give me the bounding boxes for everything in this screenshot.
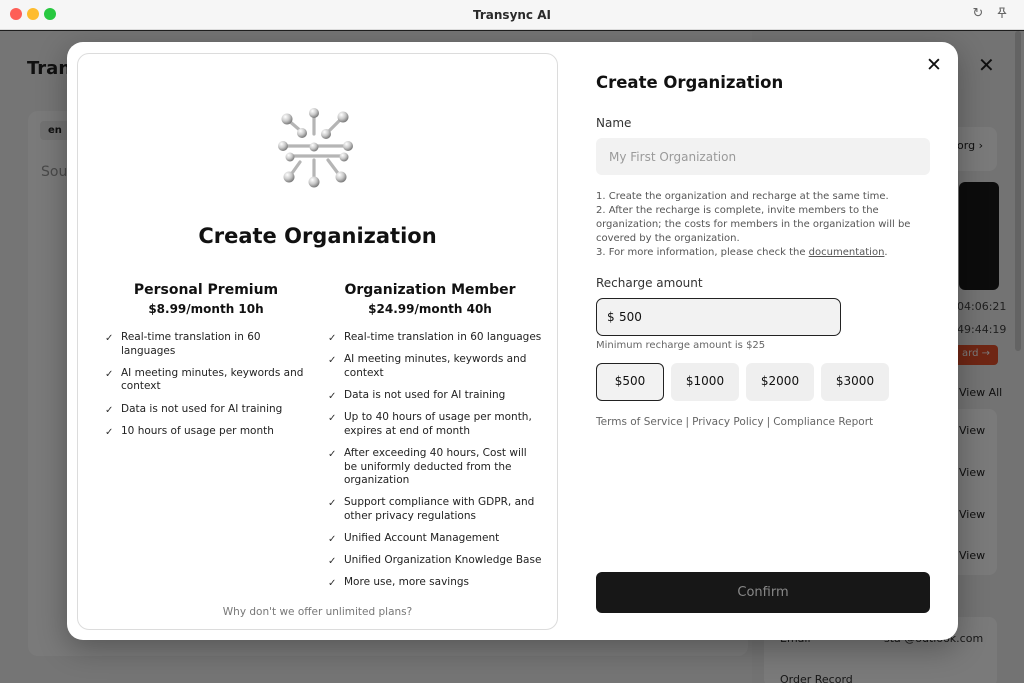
recharge-label: Recharge amount bbox=[596, 276, 703, 290]
note-1: 1. Create the organization and recharge at the same time. bbox=[596, 191, 889, 202]
feature-item: ✓ Support compliance with GDPR, and other privacy regulations bbox=[328, 496, 535, 522]
feature-item: ✓ Real-time translation in 60 languages bbox=[328, 331, 542, 344]
minimum-recharge-note: Minimum recharge amount is $25 bbox=[596, 340, 766, 351]
note-3: 3. For more information, please check the documentation. bbox=[596, 247, 888, 258]
personal-feature-list bbox=[105, 331, 315, 447]
personal-plan-price: $8.99/month 10h bbox=[148, 302, 264, 316]
feature-item: ✓ 10 hours of usage per month bbox=[105, 424, 274, 438]
privacy-policy-link[interactable]: Privacy Policy bbox=[692, 416, 764, 428]
organization-notes bbox=[596, 190, 916, 260]
check-icon: ✓ bbox=[328, 413, 337, 425]
legal-links: Terms of Service | Privacy Policy | Compliance Report bbox=[596, 416, 874, 428]
check-icon: ✓ bbox=[105, 333, 114, 344]
check-icon: ✓ bbox=[328, 556, 337, 568]
amount-1000-button[interactable]: $1000 bbox=[671, 363, 739, 401]
organization-feature-list bbox=[328, 331, 543, 599]
check-icon: ✓ bbox=[328, 534, 337, 546]
plan-comparison-panel bbox=[77, 53, 558, 630]
window-titlebar bbox=[0, 0, 1024, 30]
molecule-logo-icon bbox=[274, 104, 362, 194]
check-icon: ✓ bbox=[328, 390, 337, 402]
create-organization-modal bbox=[67, 42, 958, 640]
feature-item: ✓ Real-time translation in 60 languages bbox=[105, 331, 261, 357]
pin-icon[interactable] bbox=[995, 7, 1009, 21]
feature-item: ✓ Unified Account Management bbox=[328, 532, 500, 546]
recharge-amount-field[interactable] bbox=[596, 298, 841, 336]
plans-title: Create Organization bbox=[198, 224, 437, 248]
unlimited-plans-link[interactable]: Why don't we offer unlimited plans? bbox=[222, 606, 413, 618]
check-icon: ✓ bbox=[328, 578, 337, 590]
feature-item: ✓ After exceeding 40 hours, Cost will be uniformly deducted from the organization bbox=[328, 446, 527, 487]
compliance-report-link[interactable]: Compliance Report bbox=[773, 416, 874, 428]
check-icon: ✓ bbox=[328, 333, 337, 344]
check-icon: ✓ bbox=[328, 355, 337, 367]
refresh-icon[interactable]: ↻ bbox=[972, 6, 984, 21]
close-icon[interactable]: ✕ bbox=[926, 54, 942, 76]
organization-plan-price: $24.99/month 40h bbox=[368, 302, 492, 316]
amount-500-button[interactable]: $500 bbox=[596, 363, 664, 401]
personal-plan-name: Personal Premium bbox=[133, 282, 279, 298]
recharge-amount-input[interactable] bbox=[619, 305, 829, 329]
feature-item: ✓ Data is not used for AI training bbox=[328, 388, 506, 402]
amount-2000-button[interactable]: $2000 bbox=[746, 363, 814, 401]
feature-item: ✓ AI meeting minutes, keywords and context bbox=[105, 366, 304, 393]
check-icon: ✓ bbox=[328, 448, 337, 460]
check-icon: ✓ bbox=[105, 368, 114, 380]
feature-item: ✓ Data is not used for AI training bbox=[105, 402, 283, 416]
feature-item: ✓ Unified Organization Knowledge Base bbox=[328, 554, 542, 568]
amount-3000-button[interactable]: $3000 bbox=[821, 363, 889, 401]
confirm-button[interactable]: Confirm bbox=[596, 572, 930, 613]
note-2: 2. After the recharge is complete, invite members to the organization; the costs for members in the organization will be covered by the organization. bbox=[596, 205, 911, 244]
documentation-link[interactable]: documentation bbox=[808, 247, 885, 258]
name-label: Name bbox=[596, 116, 632, 130]
organization-plan-name: Organization Member bbox=[344, 282, 516, 298]
check-icon: ✓ bbox=[105, 404, 114, 416]
feature-item: ✓ More use, more savings bbox=[328, 576, 469, 590]
feature-item: ✓ AI meeting minutes, keywords and context bbox=[328, 353, 527, 379]
form-title: Create Organization bbox=[596, 73, 784, 92]
window-title: Transync AI bbox=[473, 8, 551, 22]
terms-of-service-link[interactable]: Terms of Service bbox=[596, 416, 683, 428]
check-icon: ✓ bbox=[328, 498, 337, 510]
feature-item: ✓ Up to 40 hours of usage per month, expires at end of month bbox=[328, 411, 532, 437]
organization-name-input[interactable] bbox=[596, 138, 930, 175]
create-organization-form bbox=[596, 42, 958, 640]
currency-symbol: $ bbox=[607, 310, 615, 324]
check-icon: ✓ bbox=[105, 426, 114, 438]
